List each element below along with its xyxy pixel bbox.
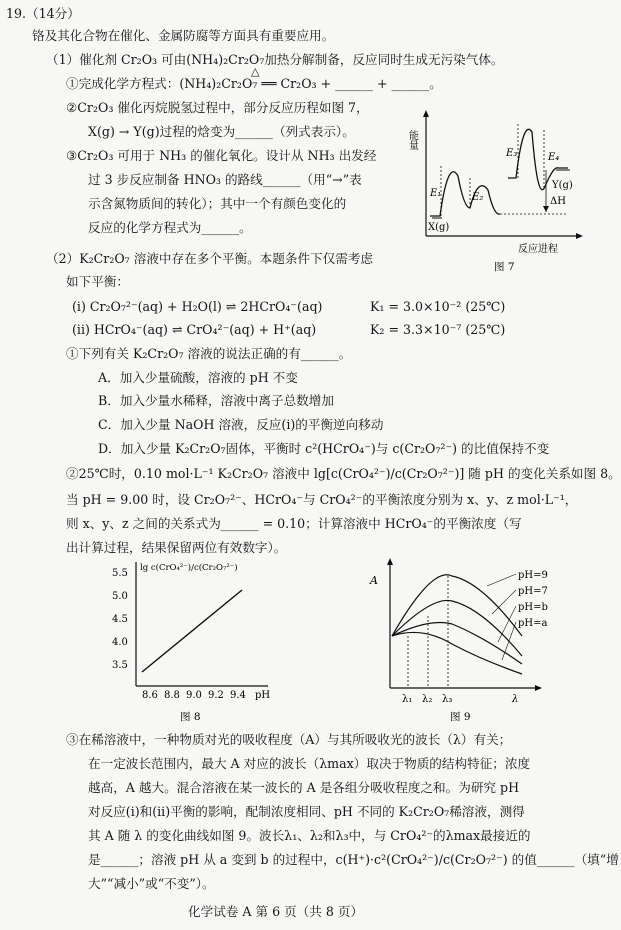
fig9-label-pha: pH=a — [518, 618, 548, 629]
part1-q2a: ②Cr₂O₃ 催化丙烷脱氢过程中，部分反应历程如图 7， — [66, 100, 369, 115]
part2-q2a: ②25℃时，0.10 mol·L⁻¹ K₂Cr₂O₇ 溶液中 lg[c(CrO₄²⁻)/c(Cr₂O₇²⁻)] 随 pH 的变化关系如图 8。 — [66, 466, 621, 481]
part1-q3b: 过 3 步反应制备 HNO₃ 的路线______（用“→”表 — [88, 172, 362, 187]
fig7-E1: E₁ — [430, 188, 442, 199]
part1-q2b: X(g) → Y(g)过程的焓变为______（列式表示）。 — [88, 124, 355, 139]
part2-q2b: 当 pH = 9.00 时，设 Cr₂O₇²⁻、HCrO₄⁻与 CrO₄²⁻的平衡浓度分别为 x、y、z mol·L⁻¹， — [66, 492, 578, 507]
option-c: C．加入少量 NaOH 溶液，反应(i)的平衡逆向移动 — [98, 417, 384, 432]
part3-line6: 是______；溶液 pH 从 a 变到 b 的过程中，c(H⁺)·c²(CrO₄²⁻)/c(Cr₂O₇²⁻) 的值______（填“增 — [88, 852, 619, 867]
fig7-E2: E₂ — [472, 192, 484, 203]
option-a: A．加入少量硫酸，溶液的 pH 不变 — [98, 370, 298, 385]
part3-line7: 大”“减小”或“不变”）。 — [88, 876, 215, 891]
part1-q3d: 反应的化学方程式为______。 — [88, 220, 252, 235]
fig9-curve-phb — [392, 623, 522, 665]
fig9-xtick: λ₁ — [402, 694, 413, 705]
fig8-xtick: 8.6 — [142, 690, 158, 701]
fig8-caption: 图 8 — [180, 711, 201, 723]
part2-q2d: 出计算过程，结果保留两位有效数字）。 — [66, 540, 287, 555]
fig9-label-ph9: pH=9 — [518, 570, 548, 581]
part2-line1: （2）K₂Cr₂O₇ 溶液中存在多个平衡。本题条件下仅需考虑 — [46, 251, 374, 266]
fig8-xlabel: pH — [255, 690, 271, 701]
fig7-dH: ΔH — [550, 196, 566, 207]
fig9-curve-pha — [392, 632, 522, 674]
fig7-xlabel: 反应进程 — [518, 244, 558, 255]
part3-line4: 对反应(i)和(ii)平衡的影响，配制浓度相同、pH 不同的 K₂Cr₂O₇稀溶液，测得 — [88, 804, 525, 819]
figure-7 — [408, 108, 584, 278]
fig8-xtick: 9.4 — [230, 690, 246, 701]
part3-line2: 在一定波长范围内，最大 A 对应的波长（λmax）取决于物质的结构特征；浓度 — [88, 756, 531, 771]
part1-q3c: 示含氮物质间的转化）；其中一个有颜色变化的 — [88, 196, 347, 211]
fig8-xtick: 8.8 — [164, 690, 180, 701]
fig9-label-ph7: pH=7 — [518, 586, 548, 597]
part1-q3a: ③Cr₂O₃ 可用于 NH₃ 的催化氧化。设计从 NH₃ 出发经 — [66, 148, 377, 163]
intro-text: 铬及其化合物在催化、金属防腐等方面具有重要应用。 — [32, 28, 335, 43]
fig7-caption: 图 7 — [494, 261, 515, 273]
fig8-line — [142, 590, 242, 672]
fig9-label-phb: pH=b — [518, 602, 548, 613]
figure-9 — [362, 556, 562, 728]
fig7-Y: Y(g) — [552, 180, 573, 191]
fig8-xtick: 9.0 — [186, 690, 202, 701]
fig7-E3: E₃ — [506, 148, 518, 159]
fig8-ytick: 5.5 — [112, 568, 128, 579]
fig7-ylabel: 能量 — [406, 130, 418, 150]
part2-q1: ①下列有关 K₂Cr₂O₇ 溶液的说法正确的有______。 — [66, 346, 352, 361]
option-b: B．加入少量水稀释，溶液中离子总数增加 — [98, 393, 334, 408]
heat-condition: △ — [251, 65, 260, 78]
part1-q1: ①完成化学方程式：(NH₄)₂Cr₂O₇ ══ Cr₂O₃ + ______ + ______。 — [66, 76, 442, 91]
figure-8 — [108, 558, 288, 728]
fig9-caption: 图 9 — [450, 711, 471, 723]
fig8-ytick: 5.0 — [112, 591, 128, 602]
fig8-ylabel: lg c(CrO₄²⁻)/c(Cr₂O₇²⁻) — [140, 563, 238, 573]
fig8-xtick: 9.2 — [208, 690, 224, 701]
fig9-curve-ph9 — [392, 575, 522, 636]
fig9-ylabel: A — [370, 574, 378, 587]
fig9-xlabel: λ — [512, 694, 519, 705]
part2-q2c: 则 x、y、z 之间的关系式为______ = 0.10；计算溶液中 HCrO₄⁻的平衡浓度（写 — [66, 516, 522, 531]
k2-value: K₂ = 3.3×10⁻⁷ (25℃) — [370, 322, 506, 337]
part2-line2: 如下平衡： — [66, 274, 129, 289]
option-d: D．加入少量 K₂Cr₂O₇固体，平衡时 c²(HCrO₄⁻)与 c(Cr₂O₇²⁻) 的比值保持不变 — [98, 441, 550, 456]
question-number: 19.（14分） — [6, 6, 80, 21]
part3-line1: ③在稀溶液中，一种物质对光的吸收程度（A）与其所吸收光的波长（λ）有关； — [66, 732, 512, 747]
fig8-ytick: 3.5 — [112, 660, 128, 671]
part3-line5: 其 A 随 λ 的变化曲线如图 9。波长λ₁、λ₂和λ₃中，与 CrO₄²⁻的λmax最接近的 — [88, 828, 531, 843]
fig9-xtick: λ₃ — [442, 694, 453, 705]
part3-line3: 越高，A 越大。混合溶液在某一波长的 A 是各组分吸收程度之和。为研究 pH — [88, 780, 520, 795]
fig9-xtick: λ₂ — [422, 694, 433, 705]
fig7-X: X(g) — [428, 222, 450, 233]
equilibrium-i: (i) Cr₂O₇²⁻(aq) + H₂O(l) ⇌ 2HCrO₄⁻(aq) — [72, 299, 323, 314]
page-footer: 化学试卷 A 第 6 页（共 8 页） — [188, 904, 364, 919]
k1-value: K₁ = 3.0×10⁻² (25℃) — [370, 299, 506, 314]
fig8-ytick: 4.5 — [112, 614, 128, 625]
part1-line1: （1）催化剂 Cr₂O₃ 可由(NH₄)₂Cr₂O₇加热分解制备，反应同时生成无污染气体。 — [46, 52, 504, 67]
equilibrium-ii: (ii) HCrO₄⁻(aq) ⇌ CrO₄²⁻(aq) + H⁺(aq) — [72, 322, 317, 337]
fig7-E4: E₄ — [548, 152, 560, 163]
fig8-ytick: 4.0 — [112, 637, 128, 648]
